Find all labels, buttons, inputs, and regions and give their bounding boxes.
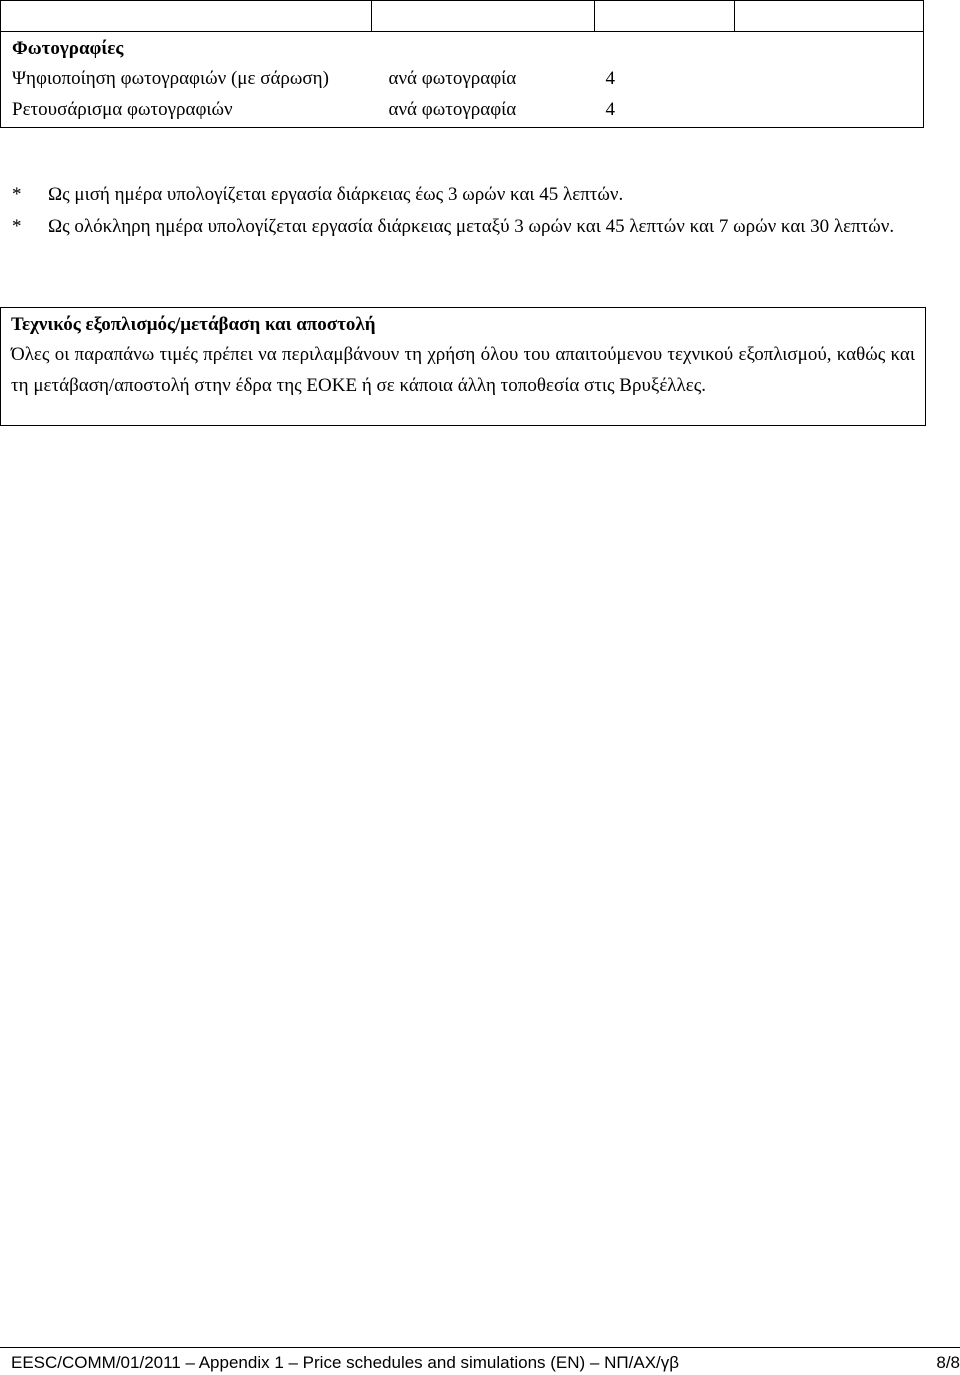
row-quantity: 4	[605, 98, 615, 120]
section-title: Φωτογραφίες	[12, 38, 124, 59]
table-cell	[372, 1, 595, 32]
footer-reference: EESC/COMM/01/2011 – Appendix 1 – Price schedules and simulations (EN) – ΝΠ/ΑΧ/γβ	[11, 1353, 680, 1372]
notes	[0, 179, 923, 243]
table-cell	[735, 1, 924, 32]
page-number: 8/8	[936, 1353, 960, 1372]
table-section-row	[1, 32, 924, 65]
row-description: Ρετουσάρισμα φωτογραφιών	[12, 98, 233, 120]
table-row	[1, 64, 924, 95]
note-text: Ως ολόκληρη ημέρα υπολογίζεται εργασία διάρκειας μεταξύ 3 ωρών και 45 λεπτών και 7 ωρών και 30 λεπτών.	[48, 216, 895, 237]
table-cell	[595, 1, 735, 32]
table-row	[1, 95, 924, 128]
note-item	[0, 211, 923, 243]
note-text: Ως μισή ημέρα υπολογίζεται εργασία διάρκειας έως 3 ωρών και 45 λεπτών.	[48, 184, 624, 205]
row-quantity: 4	[605, 68, 615, 89]
price-table	[0, 0, 924, 128]
technical-text: Όλες οι παραπάνω τιμές πρέπει να περιλαμβάνουν τη χρήση όλου του απαιτούμενου τεχνικού εξοπλισμού, καθώς και τη μετάβαση/αποστολή στην έδρα της ΕΟΚΕ ή σε κάποια άλλη τοποθεσία στις Βρυξέλλες.	[11, 344, 915, 396]
page-footer	[11, 1352, 960, 1374]
note-marker: *	[12, 216, 22, 237]
row-unit: ανά φωτογραφία	[388, 68, 517, 89]
technical-title: Τεχνικός εξοπλισμός/μετάβαση και αποστολή	[11, 314, 376, 335]
technical-box	[0, 307, 926, 426]
row-unit: ανά φωτογραφία	[388, 98, 517, 120]
note-marker: *	[12, 184, 22, 205]
table-cell	[1, 1, 372, 32]
footer-divider	[0, 1347, 960, 1348]
row-description: Ψηφιοποίηση φωτογραφιών (με σάρωση)	[12, 68, 329, 89]
table-header-row	[1, 1, 924, 32]
note-item	[0, 179, 923, 211]
